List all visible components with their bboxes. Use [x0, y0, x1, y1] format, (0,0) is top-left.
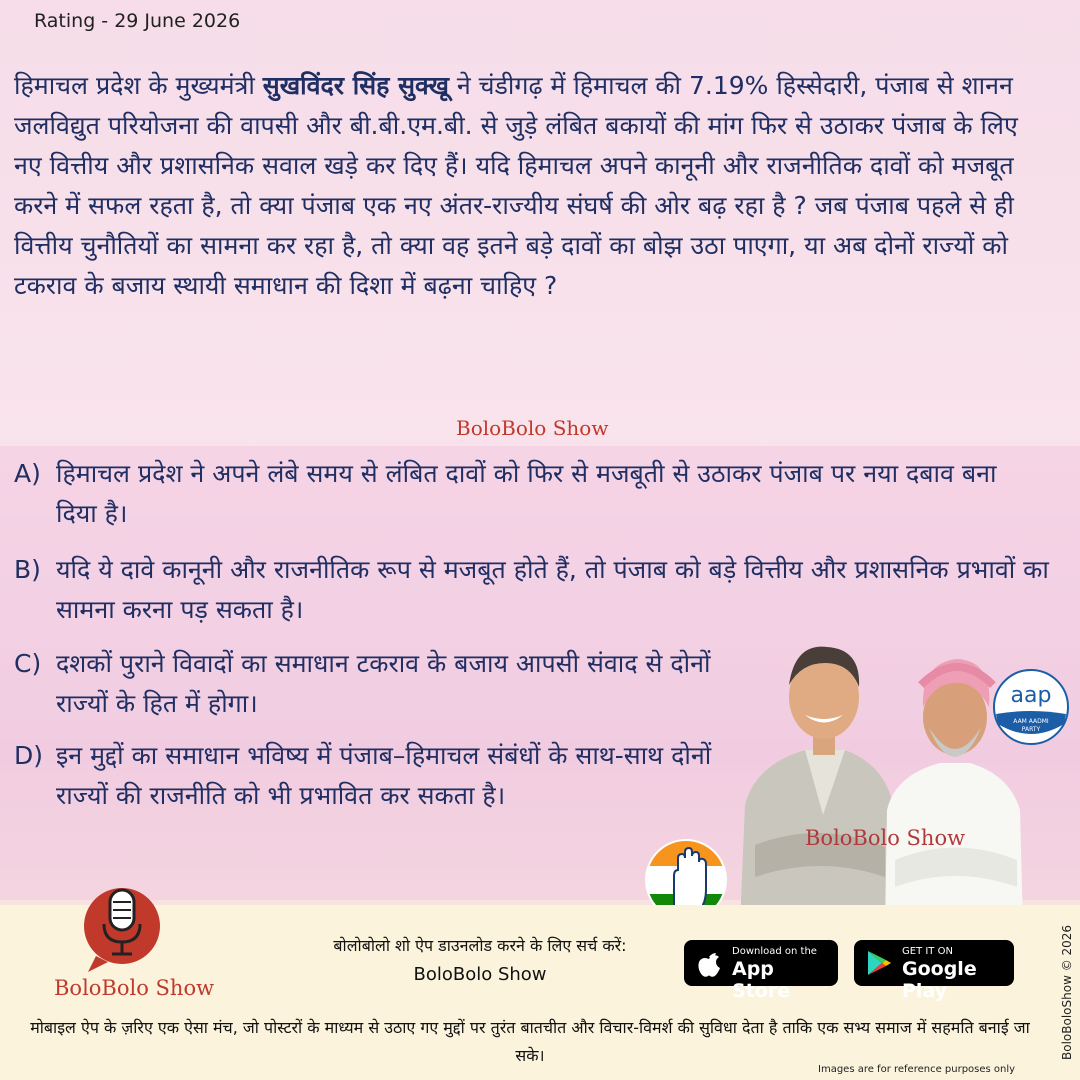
apple-icon — [696, 949, 722, 977]
aap-party-logo — [992, 668, 1070, 746]
option-b-label: B) — [14, 555, 41, 584]
app-store-button[interactable] — [684, 940, 838, 1002]
footer-logo-text: BoloBolo Show — [54, 976, 215, 1000]
option-d-text: इन मुद्दों का समाधान भविष्य में पंजाब–हिमाचल संबंधों के साथ-साथ दोनों राज्यों की राजनीति को भी प्रभावित कर सकता है। — [56, 741, 712, 810]
question-bold-name: सुखविंदर सिंह सुक्खू — [262, 71, 449, 100]
option-a-label: A) — [14, 459, 41, 488]
option-d[interactable] — [14, 736, 734, 816]
option-c-label: C) — [14, 649, 42, 678]
google-play-small-text: GET IT ON — [902, 946, 953, 957]
question-body: ने चंडीगढ़ में हिमाचल की 7.19% हिस्सेदारी, पंजाब से शानन जलविद्युत परियोजना की वापसी और बी.बी.एम.बी. से जुड़े लंबित बकायों की मांग फिर से उठाकर पंजाब के लिए नए वित्तीय और प्रशासनिक सवाल खड़े कर दिए हैं। यदि हिमाचल अपने कानूनी और राजनीतिक दावों को मजबूत करने में सफल रहता है, तो क्या पंजाब एक नए अंतर-राज्यीय संघर्ष की ओर बढ़ रहा है ? जब पंजाब पहले से ही वित्तीय चुनौतियों का सामना कर रहा है, तो क्या वह इतने बड़े दावों का बोझ उठा पाएगा, या अब दोनों राज्यों को टकराव के बजाय स्थायी समाधान की दिशा में बढ़ना चाहिए ? — [14, 71, 1018, 300]
microphone-icon — [82, 880, 162, 972]
watermark-top: BoloBolo Show — [456, 416, 609, 440]
search-term: BoloBolo Show — [413, 964, 547, 985]
option-a[interactable] — [14, 454, 1014, 534]
date-label: Rating - 29 June 2026 — [34, 10, 241, 32]
disclaimer-text: Images are for reference purposes only — [818, 1064, 1016, 1075]
question-intro: हिमाचल प्रदेश के मुख्यमंत्री — [14, 71, 263, 100]
politicians-illustration — [735, 615, 1025, 925]
option-c[interactable] — [14, 644, 744, 724]
mission-statement: मोबाइल ऐप के ज़रिए एक ऐसा मंच, जो पोस्टरों के माध्यम से उठाए गए मुद्दों पर तुरंत बातचीत और विचार-विमर्श की सुविधा देता है ताकि एक सभ्य समाज में सहमति बनाई जा सके। — [30, 1018, 1030, 1065]
search-prompt: बोलोबोलो शो ऐप डाउनलोड करने के लिए सर्च करें: — [333, 936, 627, 955]
copyright-vertical: BoloBoloShow © 2026 — [1060, 924, 1074, 1060]
google-play-button[interactable] — [854, 940, 1014, 1002]
option-b-text: यदि ये दावे कानूनी और राजनीतिक रूप से मजबूत होते हैं, तो पंजाब को बड़े वित्तीय और प्रशासनिक प्रभावों का सामना करना पड़ सकता है। — [56, 555, 1049, 624]
option-c-text: दशकों पुराने विवादों का समाधान टकराव के बजाय आपसी संवाद से दोनों राज्यों के हित में होगा। — [56, 649, 711, 718]
aap-line2: PARTY — [1021, 726, 1041, 733]
watermark-middle: BoloBolo Show — [805, 826, 966, 850]
app-store-small-text: Download on the — [732, 946, 817, 957]
option-d-label: D) — [14, 741, 44, 770]
aap-mark: aap — [1010, 683, 1052, 708]
question-text — [14, 66, 1044, 306]
google-play-icon — [866, 949, 892, 977]
aap-line1: AAM AADMI — [1013, 718, 1049, 725]
app-store-label: App Store — [732, 958, 791, 1002]
option-a-text: हिमाचल प्रदेश ने अपने लंबे समय से लंबित दावों को फिर से मजबूती से उठाकर पंजाब पर नया दबाव बना दिया है। — [56, 459, 997, 528]
google-play-label: Google Play — [902, 958, 977, 1002]
